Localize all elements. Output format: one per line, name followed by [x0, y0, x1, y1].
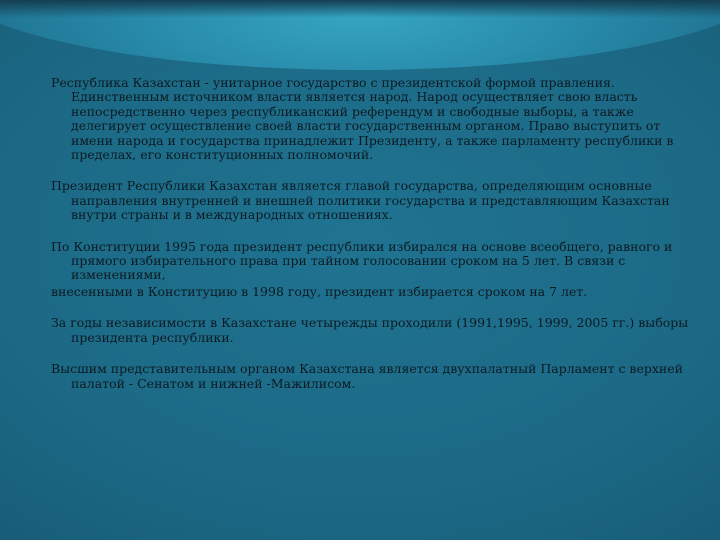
paragraph-constitution-term: [51, 240, 691, 300]
paragraph-constitution-1998: внесенными в Конституцию в 1998 году, президент избирается сроком на 7 лет.: [51, 283, 588, 299]
paragraph-elections: За годы независимости в Казахстане четырежды проходили (1991,1995, 1999, 2005 гг.) выборы президента республики.: [51, 315, 689, 345]
paragraph-president-role: Президент Республики Казахстан является главой государства, определяющим основные направления внутренней и внешней политики государства и представляющим Казахстан внутри страны и в международных отношениях.: [51, 178, 670, 223]
paragraph-parliament: Высшим представительным органом Казахстана является двухпалатный Парламент с верхней палатой - Сенатом и нижней -Мажилисом.: [51, 361, 683, 391]
paragraph-form-of-government: Республика Казахстан - унитарное государство с президентской формой правления. Единственным источником власти является народ. Народ осуществляет свою власть непосредственно через республиканский референдум и свободные выборы, а также делегирует осуществление своей власти государственным органом. Право выступить от имени народа и государства принадлежит Президенту, а также парламенту республики в пределах, его конституционных полномочий.: [51, 75, 674, 163]
paragraph-constitution-1995: По Конституции 1995 года президент республики избирался на основе всеобщего, равного и прямого избирательного права при тайном голосовании сроком на 5 лет. В связи с изменениями,: [51, 238, 673, 283]
decorative-top-edge: [0, 0, 720, 18]
slide-text-body: [51, 76, 691, 408]
